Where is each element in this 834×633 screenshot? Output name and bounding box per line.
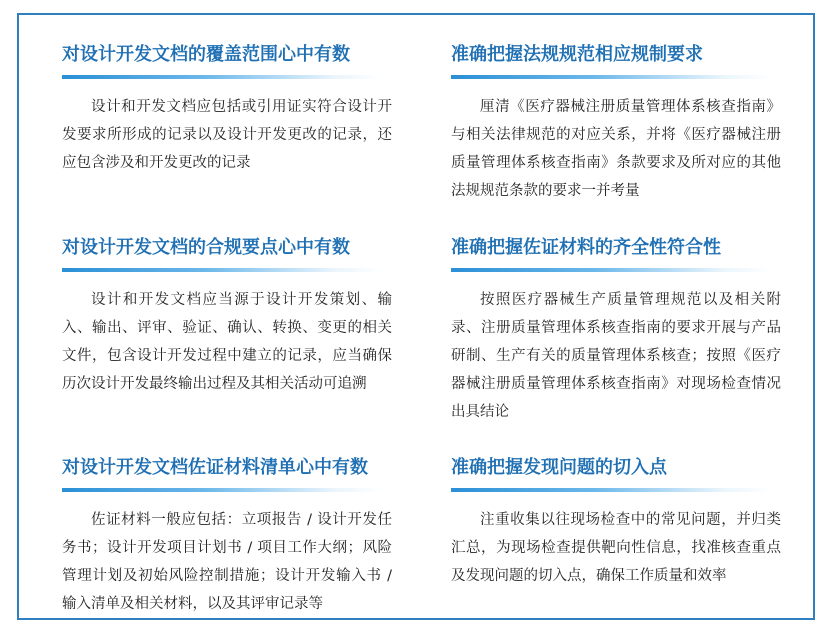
panel-entry-point — [451, 456, 796, 605]
panel-coverage — [62, 43, 407, 192]
title-underline — [62, 488, 382, 492]
panel-title: 准确把握法规规范相应规制要求 — [451, 44, 703, 65]
panel-text: 设计和开发文档应当源于设计开发策划、输入、输出、评审、验证、确认、转换、变更的相关文件，包含设计开发过程中建立的记录，应当确保历次设计开发最终输出过程及其相关活动可追溯 — [62, 292, 392, 392]
panel-title: 对设计开发文档佐证材料清单心中有数 — [62, 457, 368, 478]
title-underline — [451, 268, 771, 272]
panel-title: 准确把握发现问题的切入点 — [451, 457, 667, 478]
panel-title: 准确把握佐证材料的齐全性符合性 — [451, 237, 721, 258]
panel-text: 佐证材料一般应包括：立项报告 / 设计开发任务书；设计开发项目计划书 / 项目工作大纲；风险管理计划及初始风险控制措施；设计开发输入书 / 输入清单及相关材料，以及其评审记录等 — [62, 512, 392, 612]
panel-title: 对设计开发文档的合规要点心中有数 — [62, 237, 350, 258]
title-underline — [62, 75, 382, 79]
panel-compliance — [62, 236, 407, 413]
panel-completeness — [451, 236, 796, 441]
panel-title: 对设计开发文档的覆盖范围心中有数 — [62, 44, 350, 65]
content-frame — [17, 13, 815, 620]
panel-text: 注重收集以往现场检查中的常见问题，并归类汇总，为现场检查提供靶向性信息，找准核查重点及发现问题的切入点，确保工作质量和效率 — [451, 512, 781, 584]
title-underline — [451, 75, 771, 79]
panel-evidence-list — [62, 456, 407, 633]
title-underline — [62, 268, 382, 272]
title-underline — [451, 488, 771, 492]
panel-regulations — [451, 43, 796, 220]
panel-text: 厘清《医疗器械注册质量管理体系核查指南》与相关法律规范的对应关系，并将《医疗器械注册质量管理体系核查指南》条款要求及所对应的其他法规规范条款的要求一并考量 — [451, 99, 781, 199]
panel-text: 设计和开发文档应包括或引用证实符合设计开发要求所形成的记录以及设计开发更改的记录，还应包含涉及和开发更改的记录 — [62, 99, 392, 171]
panel-text: 按照医疗器械生产质量管理规范以及相关附录、注册质量管理体系核查指南的要求开展与产品研制、生产有关的质量管理体系核查；按照《医疗器械注册质量管理体系核查指南》对现场检查情况出具结论 — [451, 292, 781, 420]
